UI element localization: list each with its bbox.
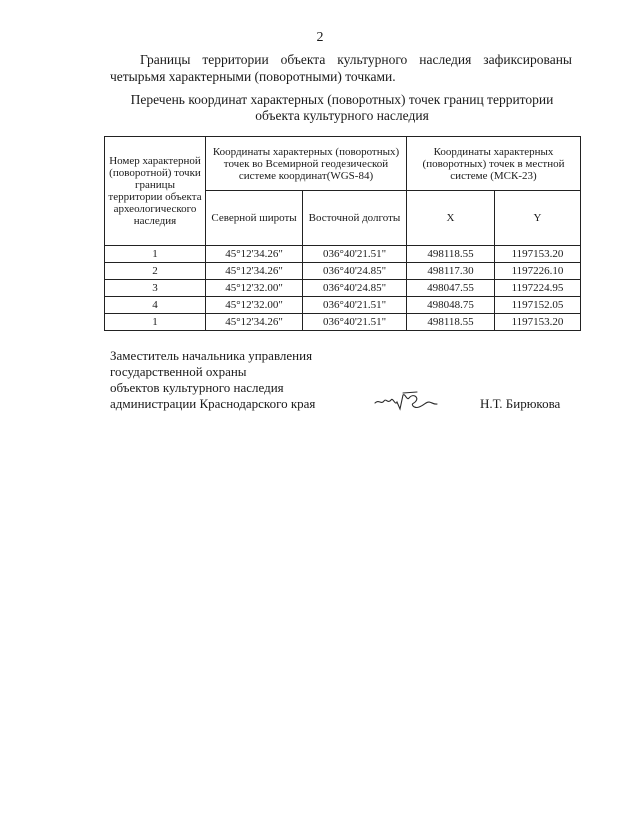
signer-title-line-3: объектов культурного наследия [110,380,284,395]
east-longitude-header: Восточной долготы [303,191,407,246]
x-header: X [407,191,495,246]
north-latitude-header: Северной широты [206,191,303,246]
signer-title-line-1: Заместитель начальника управления [110,348,313,363]
point-number: 1 [105,246,206,263]
longitude-cell: 036°40'24.85" [303,263,407,280]
x-cell: 498048.75 [407,297,495,314]
table-row [105,297,581,314]
intro-paragraph [110,51,572,85]
longitude-cell: 036°40'21.51" [303,314,407,331]
table-row [105,263,581,280]
y-cell: 1197226.10 [495,263,581,280]
latitude-cell: 45°12'34.26" [206,246,303,263]
latitude-cell: 45°12'32.00" [206,280,303,297]
list-title-line-1: Перечень координат характерных (поворотных) точек границ территории [130,92,554,107]
signer-title-line-4: администрации Краснодарского края [110,396,316,411]
x-cell: 498118.55 [407,246,495,263]
wgs84-header: Координаты характерных (поворотных) точек во Всемирной геодезической системе координат(WGS-84) [206,137,407,191]
point-number: 1 [105,314,206,331]
list-title-line-2: объекта культурного наследия [255,108,429,123]
y-header: Y [495,191,581,246]
y-cell: 1197153.20 [495,246,581,263]
x-cell: 498118.55 [407,314,495,331]
page-number: 2 [316,30,324,45]
coordinates-table [104,136,581,331]
point-number: 4 [105,297,206,314]
table-header-row [105,137,581,191]
signature-block [110,348,315,412]
table-row [105,314,581,331]
longitude-cell: 036°40'21.51" [303,297,407,314]
latitude-cell: 45°12'32.00" [206,297,303,314]
point-number: 2 [105,263,206,280]
msk23-header: Координаты характерных (поворотных) точек в местной системе (МСК-23) [407,137,581,191]
longitude-cell: 036°40'21.51" [303,246,407,263]
longitude-cell: 036°40'24.85" [303,280,407,297]
intro-line-1: Границы территории объекта культурного наследия зафиксированы [140,52,572,67]
signer-name: Н.Т. Бирюкова [480,396,561,411]
y-cell: 1197152.05 [495,297,581,314]
point-number-header: Номер характерной (поворотной) точки границы территории объекта археологического наследия [105,137,206,246]
table-row [105,246,581,263]
latitude-cell: 45°12'34.26" [206,314,303,331]
x-cell: 498047.55 [407,280,495,297]
y-cell: 1197153.20 [495,314,581,331]
table-row [105,280,581,297]
coordinates-list-title [100,92,584,124]
x-cell: 498117.30 [407,263,495,280]
handwritten-signature [373,389,443,413]
intro-line-2: четырьмя характерными (поворотными) точками. [110,69,396,84]
y-cell: 1197224.95 [495,280,581,297]
latitude-cell: 45°12'34.26" [206,263,303,280]
point-number: 3 [105,280,206,297]
signer-title-line-2: государственной охраны [110,364,247,379]
